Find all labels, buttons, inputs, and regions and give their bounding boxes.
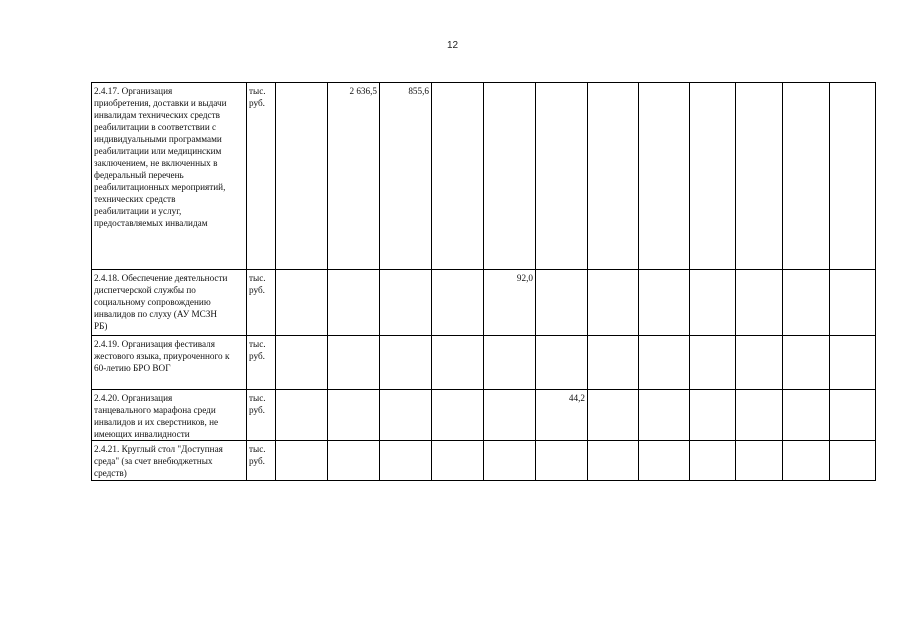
value-cell: [380, 336, 432, 390]
table-row: [92, 270, 876, 336]
value-cell: [484, 336, 536, 390]
table-row: [92, 83, 876, 270]
value-cell: [588, 270, 639, 336]
value-cell: [536, 441, 588, 481]
value-cell: [639, 336, 690, 390]
value-cell: [736, 270, 783, 336]
value-cell: [639, 270, 690, 336]
value-cell: [690, 83, 736, 270]
value-cell: [783, 390, 830, 441]
value-cell: [588, 441, 639, 481]
unit-cell: тыс. руб.: [247, 441, 276, 481]
value-cell: [432, 336, 484, 390]
value-cell: [328, 336, 380, 390]
value-cell: [380, 441, 432, 481]
value-cell: [783, 441, 830, 481]
value-cell: [536, 83, 588, 270]
unit-cell: тыс. руб.: [247, 390, 276, 441]
value-cell: [690, 270, 736, 336]
unit-cell: тыс. руб.: [247, 336, 276, 390]
value-cell: [432, 270, 484, 336]
table-row: [92, 441, 876, 481]
value-cell: [830, 390, 876, 441]
value-cell: [736, 441, 783, 481]
value-cell: [432, 83, 484, 270]
value-cell: [276, 390, 328, 441]
table-row: [92, 336, 876, 390]
value-cell: [432, 441, 484, 481]
value-cell: [484, 441, 536, 481]
value-cell: [328, 270, 380, 336]
page-number: 12: [446, 40, 459, 51]
budget-table: [91, 82, 876, 481]
value-cell: [276, 336, 328, 390]
value-cell: [276, 441, 328, 481]
value-cell: [736, 390, 783, 441]
value-cell: [536, 270, 588, 336]
value-cell: [484, 390, 536, 441]
value-cell: [690, 441, 736, 481]
value-cell: [588, 390, 639, 441]
row-description: 2.4.18. Обеспечение деятельности диспетчерской службы по социальному сопровождению инвалидов по слуху (АУ МСЗН РБ): [92, 270, 247, 336]
value-cell: [639, 83, 690, 270]
value-cell: [588, 83, 639, 270]
row-description: 2.4.17. Организация приобретения, доставки и выдачи инвалидам технических средств реабилитации в соответствии с индивидуальными программами реабилитации или медицинским заключением, не включенных в федеральный перечень реабилитационных мероприятий, технических средств реабилитации и услуг, предоставляемых инвалидам: [92, 83, 247, 270]
value-cell: [783, 270, 830, 336]
value-cell: [690, 390, 736, 441]
value-cell: [736, 336, 783, 390]
value-cell: [830, 270, 876, 336]
value-cell: [536, 336, 588, 390]
row-description: 2.4.21. Круглый стол "Доступная среда" (за счет внебюджетных средств): [92, 441, 247, 481]
unit-cell: тыс. руб.: [247, 83, 276, 270]
value-cell: [830, 441, 876, 481]
value-cell: [328, 390, 380, 441]
value-cell: [783, 336, 830, 390]
table-row: [92, 390, 876, 441]
value-cell: 855,6: [380, 83, 432, 270]
value-cell: [380, 390, 432, 441]
value-cell: [830, 83, 876, 270]
value-cell: [783, 83, 830, 270]
value-cell: [276, 270, 328, 336]
unit-cell: тыс. руб.: [247, 270, 276, 336]
value-cell: [639, 441, 690, 481]
value-cell: 2 636,5: [328, 83, 380, 270]
value-cell: [380, 270, 432, 336]
value-cell: [432, 390, 484, 441]
value-cell: [588, 336, 639, 390]
value-cell: 92,0: [484, 270, 536, 336]
value-cell: [328, 441, 380, 481]
value-cell: [736, 83, 783, 270]
value-cell: [484, 83, 536, 270]
value-cell: [276, 83, 328, 270]
value-cell: [830, 336, 876, 390]
value-cell: [639, 390, 690, 441]
value-cell: [690, 336, 736, 390]
row-description: 2.4.19. Организация фестиваля жестового языка, приуроченного к 60-летию БРО ВОГ: [92, 336, 247, 390]
value-cell: 44,2: [536, 390, 588, 441]
row-description: 2.4.20. Организация танцевального марафона среди инвалидов и их сверстников, не имеющих инвалидности: [92, 390, 247, 441]
